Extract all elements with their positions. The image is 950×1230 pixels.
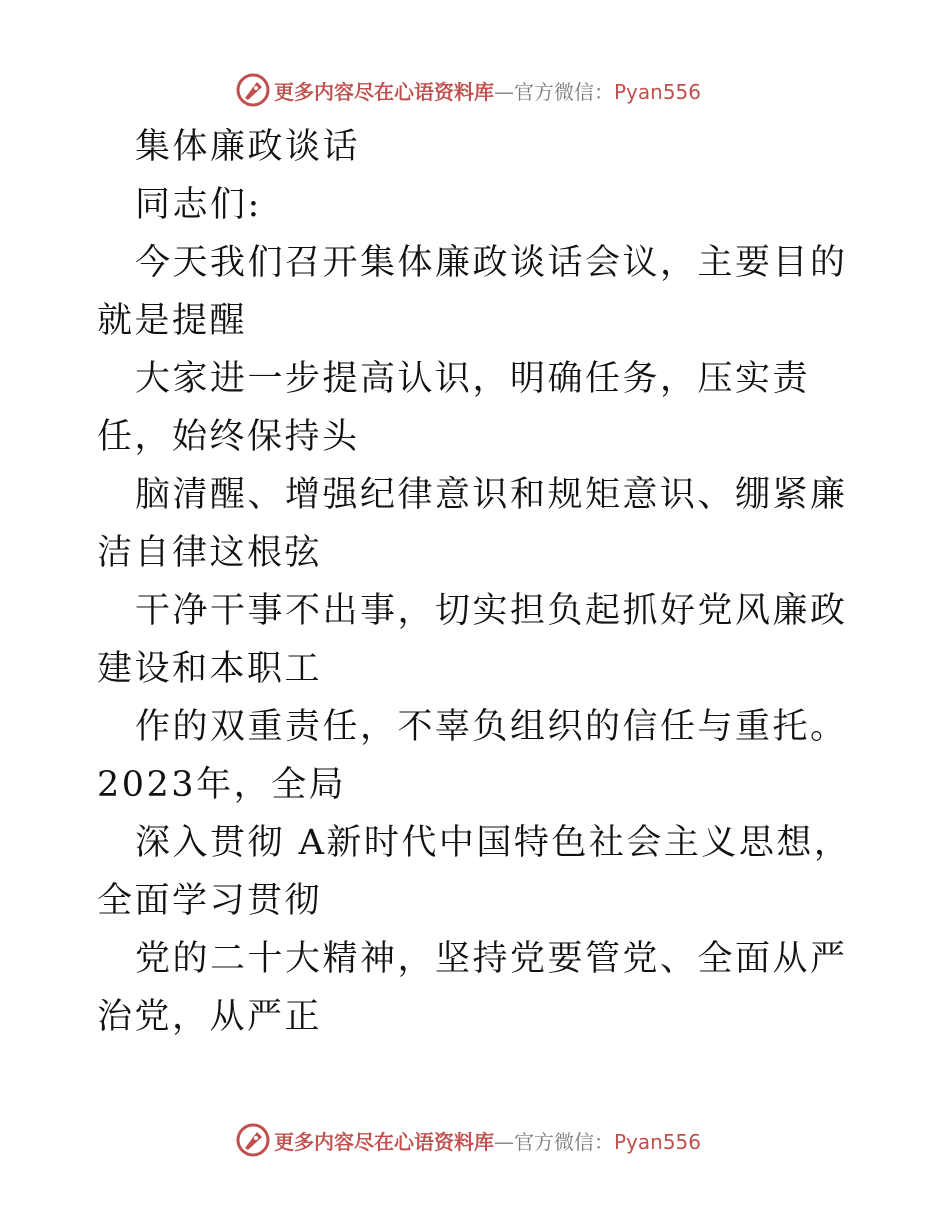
banner-brand: 更多内容尽在心语资料库 [274,1129,494,1154]
banner-text [274,76,701,105]
document-paragraph: 作的双重责任，不辜负组织的信任与重托。2023年，全局 [97,707,848,805]
banner-brand: 更多内容尽在心语资料库 [274,79,494,104]
banner-text [274,1126,701,1155]
document-paragraph: 党的二十大精神，坚持党要管党、全面从严治党，从严正 [97,939,848,1037]
document-body [97,118,857,1046]
banner-separator: — [494,1129,514,1154]
pen-nib-icon [236,73,270,107]
document-paragraph: 脑清醒、增强纪律意识和规矩意识、绷紧廉洁自律这根弦 [97,475,848,573]
header-watermark-banner [236,72,701,108]
banner-account: Pyan556 [614,79,702,104]
document-paragraph: 深入贯彻 A新时代中国特色社会主义思想，全面学习贯彻 [97,823,852,921]
document-paragraph: 干净干事不出事，切实担负起抓好党风廉政建设和本职工 [97,591,848,689]
banner-separator: — [494,79,514,104]
pen-nib-icon [236,1123,270,1157]
document-paragraph: 大家进一步提高认识，明确任务，压实责任，始终保持头 [97,359,811,457]
banner-official-label: 官方微信： [514,79,614,104]
document-salutation: 同志们: [135,185,262,225]
banner-official-label: 官方微信： [514,1129,614,1154]
banner-account: Pyan556 [614,1129,702,1154]
document-title: 集体廉政谈话 [135,127,361,167]
footer-watermark-banner [236,1122,701,1158]
document-paragraph: 今天我们召开集体廉政谈话会议，主要目的就是提醒 [97,243,848,341]
